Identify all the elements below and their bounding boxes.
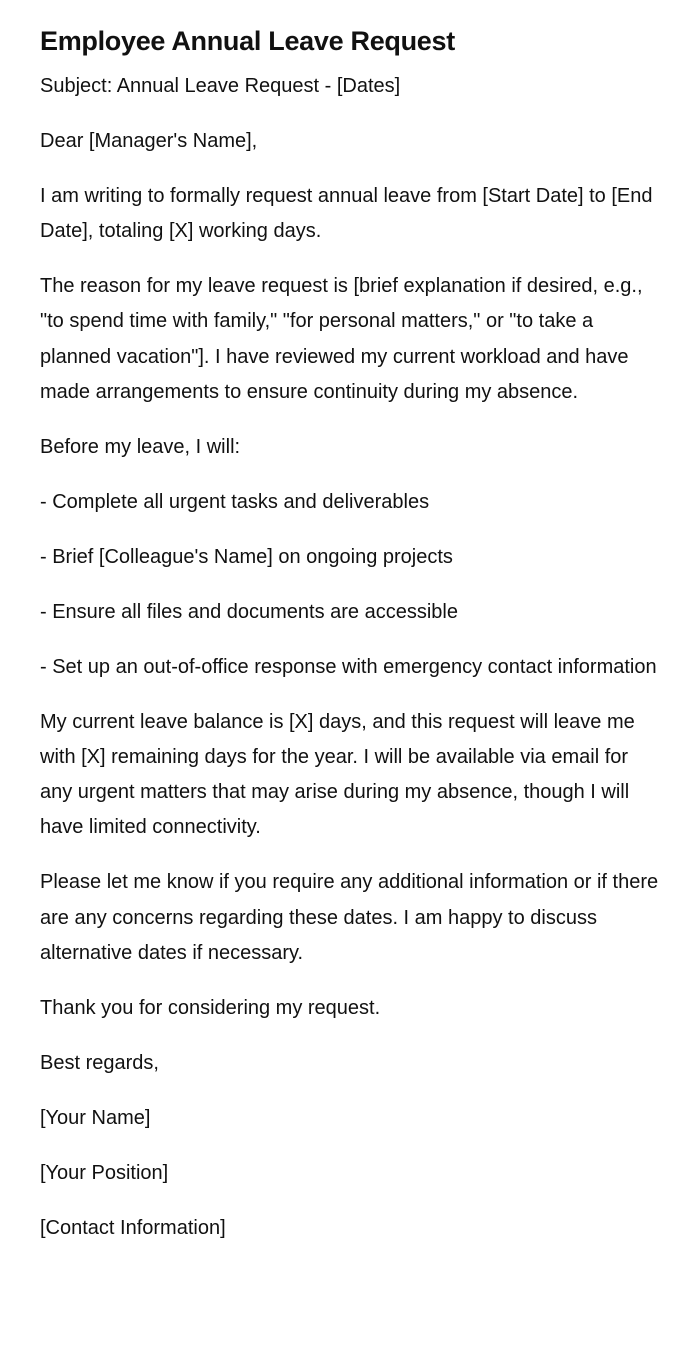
thanks-line: Thank you for considering my request.: [40, 996, 381, 1019]
reason-paragraph: The reason for my leave request is [brief explanation if desired, e.g., "to spend time with family," "for personal matters," or "to take a planned vacation"]. I have reviewed my current workload and have made arrangements to ensure continuity during my absence.: [40, 275, 643, 403]
signature-contact: [Contact Information]: [40, 1216, 226, 1239]
document-title: Employee Annual Leave Request: [40, 26, 455, 56]
signature-position: [Your Position]: [40, 1161, 169, 1184]
intro-paragraph: I am writing to formally request annual leave from [Start Date] to [End Date], totaling [X] working days.: [40, 185, 653, 243]
task-item: - Brief [Colleague's Name] on ongoing projects: [40, 545, 453, 568]
task-item: - Set up an out-of-office response with emergency contact information: [40, 655, 657, 678]
balance-paragraph: My current leave balance is [X] days, and this request will leave me with [X] remaining days for the year. I will be available via email for any urgent matters that may arise during my absence, though I will have limited connectivity.: [40, 710, 635, 839]
task-item: - Ensure all files and documents are accessible: [40, 600, 458, 623]
salutation: Dear [Manager's Name],: [40, 130, 258, 152]
before-leave-heading: Before my leave, I will:: [40, 435, 241, 458]
task-item: - Complete all urgent tasks and deliverables: [40, 490, 430, 513]
additional-info-paragraph: Please let me know if you require any additional information or if there are any concerns regarding these dates. I am happy to discuss alternative dates if necessary.: [40, 871, 659, 964]
signature-name: [Your Name]: [40, 1106, 151, 1129]
subject-line: Subject: Annual Leave Request - [Dates]: [40, 75, 401, 97]
closing-line: Best regards,: [40, 1051, 159, 1074]
